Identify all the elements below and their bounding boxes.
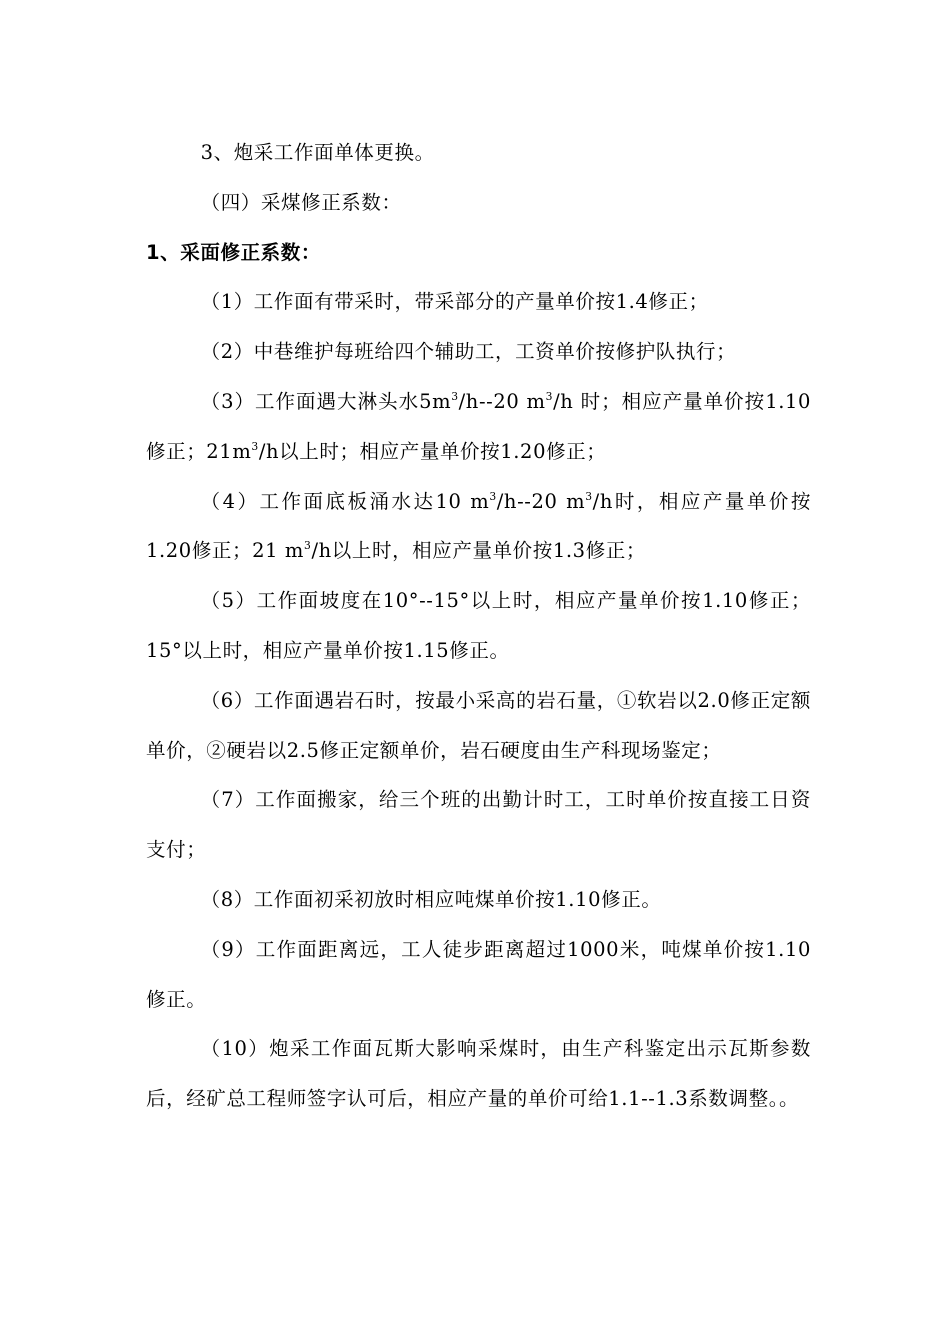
superscript: 3: [489, 489, 497, 503]
paragraph-item-7-relocation: （7）工作面搬家，给三个班的出勤计时工，工时单价按直接工日资支付；: [146, 788, 811, 862]
paragraph-item-2: （2）中巷维护每班给四个辅助工，工资单价按修护队执行；: [200, 340, 737, 364]
superscript: 3: [585, 489, 593, 503]
text-segment: /h--20 m: [496, 489, 586, 513]
paragraph-item-4-floor-water: [146, 477, 811, 577]
superscript: 3: [451, 389, 459, 403]
paragraph-item-5-slope: （5）工作面坡度在10°--15°以上时，相应产量单价按1.10修正；15°以上时，相应产量单价按1.15修正。: [146, 589, 811, 662]
heading-face-correction-coefficients: 1、采面修正系数：: [146, 240, 321, 264]
text-segment: /h时，相应产量单价按1.20修正；21 m: [146, 489, 811, 563]
superscript: 3: [304, 539, 312, 553]
paragraph-item-8-initial-mining: （8）工作面初采初放时相应吨煤单价按1.10修正。: [200, 887, 662, 911]
document-body: [146, 128, 811, 1124]
paragraph-item-3-water: [146, 377, 811, 477]
paragraph-item-10-gas: （10）炮采工作面瓦斯大影响采煤时，由生产科鉴定出示瓦斯参数后，经矿总工程师签字认可后，相应产量的单价可给1.1--1.3系数调整。。: [146, 1037, 811, 1111]
text-segment: /h以上时；相应产量单价按1.20修正；: [258, 439, 607, 463]
paragraph-item-1: （1）工作面有带采时，带采部分的产量单价按1.4修正；: [200, 290, 709, 314]
text-segment: /h 时；相应产量单价按1.10修正；21m: [146, 389, 812, 463]
superscript: 3: [251, 439, 259, 453]
text-segment: /h--20 m: [458, 389, 546, 413]
paragraph-item-3: 3、炮采工作面单体更换。: [200, 141, 435, 164]
paragraph-item-9-distance: （9）工作面距离远，工人徒步距离超过1000米，吨煤单价按1.10修正。: [146, 937, 811, 1011]
paragraph-item-6-rock: （6）工作面遇岩石时，按最小采高的岩石量，①软岩以2.0修正定额单价，②硬岩以2.5修正定额单价，岩石硬度由生产科现场鉴定；: [146, 688, 811, 762]
superscript: 3: [545, 389, 554, 403]
text-segment: /h以上时，相应产量单价按1.3修正；: [311, 539, 646, 563]
paragraph-section-4-heading: （四）采煤修正系数：: [200, 190, 402, 214]
text-segment: （3）工作面遇大淋头水5m: [200, 389, 452, 413]
text-segment: （4）工作面底板涌水达10 m: [200, 489, 490, 513]
